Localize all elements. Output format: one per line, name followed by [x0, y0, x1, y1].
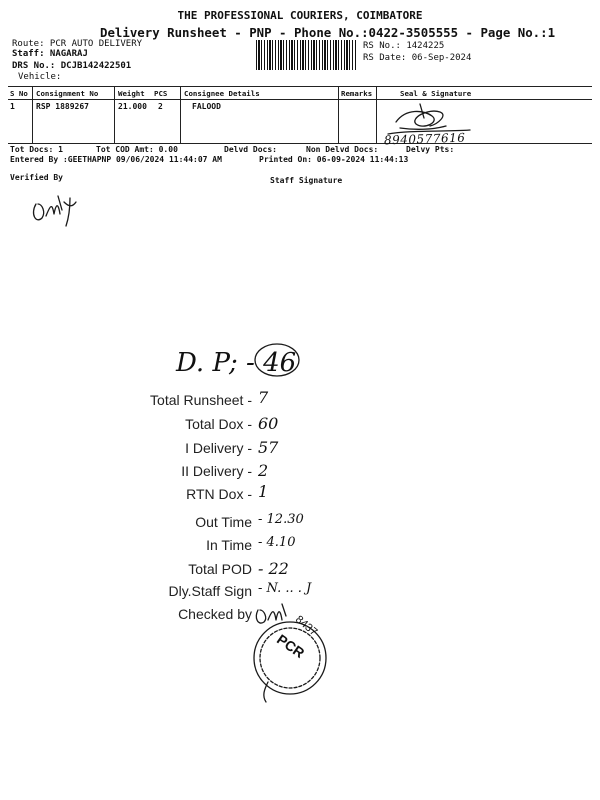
first-delivery-value: 57	[258, 438, 279, 457]
second-delivery-value: 2	[258, 461, 269, 480]
verifier-signature	[28, 190, 88, 230]
vehicle-label: Vehicle:	[18, 72, 62, 82]
runsheet-title: Delivery Runsheet - PNP - Phone No.:0422-3505555 - Page No.:1	[100, 25, 556, 40]
stamp-text: PCR	[274, 630, 308, 662]
barcode	[256, 40, 356, 70]
in-time-value: - 4.10	[258, 535, 296, 550]
printed-on: Printed On: 06-09-2024 11:44:13	[259, 155, 409, 164]
row-weight: 21.000	[118, 102, 147, 111]
rs-number: RS No.: 1424225	[363, 41, 445, 51]
col-header-remarks: Remarks	[341, 89, 373, 98]
entered-by: Entered By :GEETHAPNP 09/06/2024 11:44:07 AM	[10, 155, 222, 164]
delvy-pts: Delvy Pts:	[406, 145, 455, 154]
total-dox-label: Total Dox -	[185, 416, 252, 432]
in-time-label: In Time	[206, 537, 252, 553]
col-header-pcs: PCS	[154, 89, 168, 98]
row-pcs: 2	[158, 102, 163, 111]
row-consignment-no: RSP 1889267	[36, 102, 89, 111]
col-header-consignee: Consignee Details	[184, 89, 260, 98]
recipient-phone-handwritten: 8940577616	[383, 130, 466, 148]
dly-staff-sign-value: - N. .. . J	[258, 581, 312, 596]
company-name: THE PROFESSIONAL COURIERS, COIMBATORE	[177, 9, 423, 22]
rtn-dox-label: RTN Dox -	[186, 486, 252, 502]
col-header-weight: Weight	[118, 89, 145, 98]
total-runsheet-label: Total Runsheet -	[150, 392, 252, 408]
row-consignee: FALOOD	[192, 102, 221, 111]
row-sno: 1	[10, 102, 15, 111]
out-time-label: Out Time	[195, 514, 252, 530]
route-label: Route: PCR AUTO DELIVERY	[12, 39, 143, 49]
total-runsheet-value: 7	[258, 388, 269, 407]
first-delivery-label: I Delivery -	[185, 440, 252, 456]
total-pod-label: Total POD	[188, 561, 252, 577]
checked-by-label: Checked by	[178, 606, 252, 622]
total-dox-value: 60	[258, 414, 279, 433]
non-delvd-docs: Non Delvd Docs:	[306, 145, 379, 154]
dly-staff-sign-label: Dly.Staff Sign	[168, 583, 252, 599]
stamp-number: 8437	[293, 613, 320, 639]
rs-date: RS Date: 06-Sep-2024	[363, 53, 472, 63]
total-pod-value: - 22	[258, 559, 289, 578]
out-time-value: - 12.30	[258, 512, 304, 527]
delvd-docs: Delvd Docs:	[224, 145, 277, 154]
consignment-table	[8, 86, 592, 144]
staff-label: Staff: NAGARAJ	[12, 49, 88, 59]
verified-by-label: Verified By	[10, 173, 63, 182]
dp-circle	[252, 340, 312, 380]
staff-signature-label: Staff Signature	[270, 176, 343, 185]
col-header-consignment: Consignment No	[36, 89, 99, 98]
office-stamp	[246, 612, 336, 708]
second-delivery-label: II Delivery -	[181, 463, 252, 479]
dp-handwritten: D. P; - 46	[176, 348, 297, 378]
rtn-dox-value: 1	[258, 482, 269, 501]
drs-number: DRS No.: DCJB142422501	[12, 61, 132, 71]
col-header-sno: S No	[10, 89, 28, 98]
tot-cod-amt: Tot COD Amt: 0.00	[96, 145, 178, 154]
tot-docs: Tot Docs: 1	[10, 145, 63, 154]
col-header-seal: Seal & Signature	[400, 89, 472, 98]
